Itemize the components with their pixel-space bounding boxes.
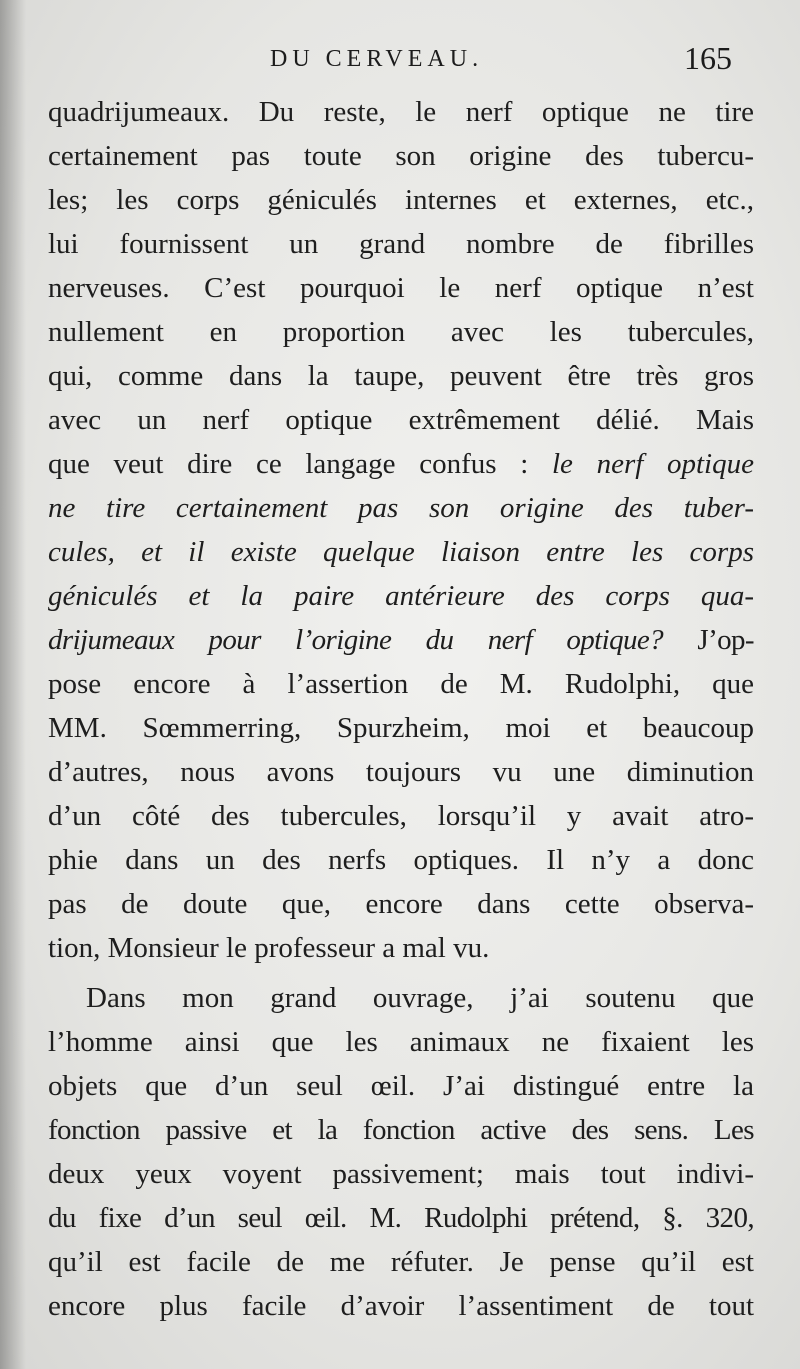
text-line: tion, Monsieur le professeur a mal vu. xyxy=(48,932,490,964)
text-segment: que veut dire ce langage confus : xyxy=(48,448,529,480)
text-line: qui, comme dans la taupe, peuvent être très gros xyxy=(48,360,754,392)
text-line: objets que d’un seul œil. J’ai distingué entre la xyxy=(48,1070,754,1102)
body-text xyxy=(48,90,754,1328)
text-line: nerveuses. C’est pourquoi le nerf optique n’est xyxy=(48,272,754,304)
page-number: 165 xyxy=(684,40,732,76)
text-line: pas de doute que, encore dans cette observa- xyxy=(48,888,754,920)
text-line: deux yeux voyent passivement; mais tout indivi- xyxy=(48,1158,754,1190)
text-line: l’homme ainsi que les animaux ne fixaient les xyxy=(48,1026,754,1058)
text-line: quadrijumeaux. Du reste, le nerf optique ne tire xyxy=(48,96,754,128)
binding-shadow xyxy=(0,0,26,1369)
text-line: du fixe d’un seul œil. M. Rudolphi prétend, §. 320, xyxy=(48,1202,754,1234)
text-line: ne tire certainement pas son origine des tuber- xyxy=(48,492,754,524)
text-line xyxy=(48,618,754,662)
text-line: MM. Sœmmerring, Spurzheim, moi et beaucoup xyxy=(48,712,754,744)
text-line: géniculés et la paire antérieure des corps qua- xyxy=(48,580,754,612)
text-line xyxy=(48,442,754,486)
text-line: phie dans un des nerfs optiques. Il n’y a donc xyxy=(48,844,754,876)
text-line: encore plus facile d’avoir l’assentiment de tout xyxy=(48,1290,754,1322)
text-line: d’un côté des tubercules, lorsqu’il y avait atro- xyxy=(48,800,754,832)
text-line: fonction passive et la fonction active des sens. Les xyxy=(48,1114,754,1146)
text-line: les; les corps géniculés internes et externes, etc., xyxy=(48,184,754,216)
text-line: d’autres, nous avons toujours vu une diminution xyxy=(48,756,754,788)
text-line: Dans mon grand ouvrage, j’ai soutenu que xyxy=(86,982,754,1014)
text-line: avec un nerf optique extrêmement délié. Mais xyxy=(48,404,754,436)
text-line: cules, et il existe quelque liaison entre les corps xyxy=(48,536,754,568)
text-line: pose encore à l’assertion de M. Rudolphi, que xyxy=(48,668,754,700)
italic-quote: drijumeaux pour l’origine du nerf optique? xyxy=(48,624,664,656)
text-line: lui fournissent un grand nombre de fibrilles xyxy=(48,228,754,260)
text-line: certainement pas toute son origine des tubercu- xyxy=(48,140,754,172)
text-line: qu’il est facile de me réfuter. Je pense qu’il est xyxy=(48,1246,754,1278)
text-segment: J’op- xyxy=(697,624,754,656)
running-head: DU CERVEAU. xyxy=(270,46,484,72)
text-line: nullement en proportion avec les tubercules, xyxy=(48,316,754,348)
italic-quote: le nerf optique xyxy=(551,448,754,480)
